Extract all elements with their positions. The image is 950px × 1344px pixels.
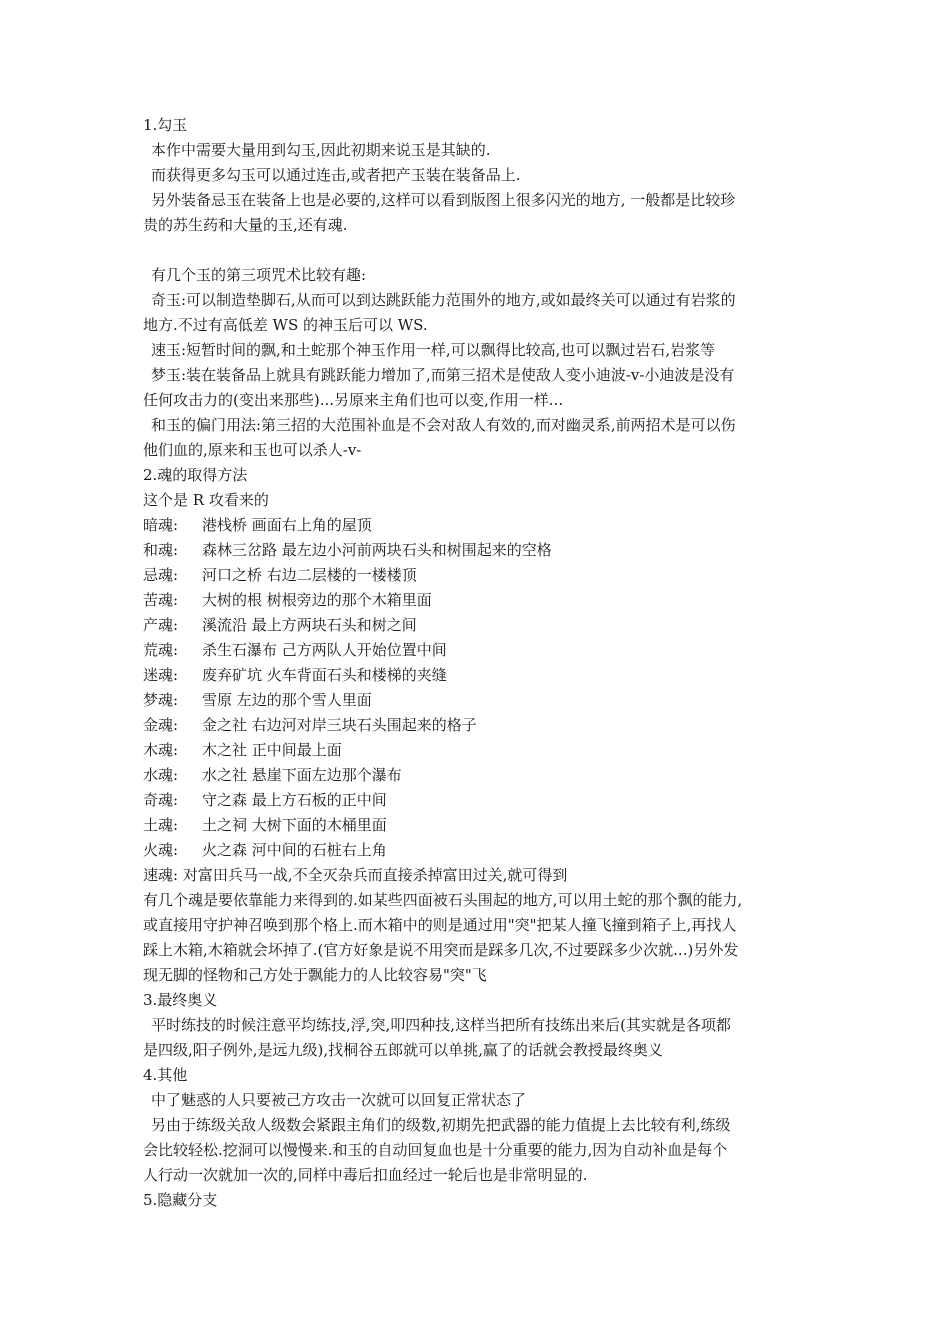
soul-location: 木之社 正中间最上面 (202, 741, 342, 759)
section-title-ultimate: 3.最终奥义 (143, 991, 218, 1009)
soul-item (143, 838, 813, 863)
paragraph: 这个是 R 攻看来的 (143, 491, 269, 509)
paragraph-continuation: 踩上木箱,木箱就会坏掉了.(官方好象是说不用突而是踩多几次,不过要踩多少次就...)另外发 (143, 941, 739, 959)
soul-name: 产魂: (143, 616, 179, 634)
soul-name: 木魂: (143, 741, 179, 759)
soul-location: 废弃矿坑 火车背面石头和楼梯的夹缝 (202, 666, 447, 684)
soul-name: 迷魂: (143, 666, 179, 684)
soul-name: 忌魂: (143, 566, 179, 584)
paragraph: 和玉的偏门用法:第三招的大范围补血是不会对敌人有效的,而对幽灵系,前两招术是可以伤 (151, 416, 736, 434)
blank-line (143, 238, 813, 263)
paragraph: 梦玉:装在装备品上就具有跳跃能力增加了,而第三招术是使敌人变小迪波-v-小迪波是没有 (151, 366, 735, 384)
paragraph: 速玉:短暂时间的飘,和土蛇那个神玉作用一样,可以飘得比较高,也可以飘过岩石,岩浆等 (151, 341, 716, 359)
section-title-hidden-branch: 5.隐藏分支 (143, 1191, 218, 1209)
soul-name: 苦魂: (143, 591, 179, 609)
paragraph: 而获得更多勾玉可以通过连击,或者把产玉装在装备品上. (151, 166, 521, 184)
paragraph-continuation: 会比较轻松.挖洞可以慢慢来.和玉的自动回复血也是十分重要的能力,因为自动补血是每个 (143, 1141, 728, 1159)
soul-item (143, 613, 813, 638)
soul-name: 金魂: (143, 716, 179, 734)
paragraph: 有几个魂是要依靠能力来得到的.如某些四面被石头围起的地方,可以用土蛇的那个飘的能力, (143, 891, 743, 909)
paragraph-continuation: 或直接用守护神召唤到那个格上.而木箱中的则是通过用"突"把某人撞飞撞到箱子上,再找人 (143, 916, 737, 934)
soul-name: 火魂: (143, 841, 179, 859)
soul-location: 雪原 左边的那个雪人里面 (202, 691, 372, 709)
soul-item (143, 563, 813, 588)
soul-name: 水魂: (143, 766, 179, 784)
soul-location: 溪流沿 最上方两块石头和树之间 (202, 616, 417, 634)
soul-item (143, 513, 813, 538)
soul-item (143, 763, 813, 788)
paragraph-continuation: 是四级,阳子例外,是远九级),找桐谷五郎就可以单挑,赢了的话就会教授最终奥义 (143, 1041, 663, 1059)
section-title-gouyu: 1.勾玉 (143, 116, 188, 134)
soul-location: 水之社 悬崖下面左边那个瀑布 (202, 766, 402, 784)
soul-item (143, 638, 813, 663)
soul-item (143, 813, 813, 838)
paragraph: 平时练技的时候注意平均练技,浮,突,叩四种技,这样当把所有技练出来后(其实就是各项都 (151, 1016, 731, 1034)
soul-location: 火之森 河中间的石桩右上角 (202, 841, 387, 859)
soul-location: 杀生石瀑布 己方两队人开始位置中间 (202, 641, 447, 659)
soul-location: 港栈桥 画面右上角的屋顶 (202, 516, 372, 534)
soul-item (143, 713, 813, 738)
soul-location: 金之社 右边河对岸三块石头围起来的格子 (202, 716, 477, 734)
paragraph-continuation: 他们血的,原来和玉也可以杀人-v- (143, 441, 362, 459)
soul-item (143, 588, 813, 613)
paragraph-continuation: 地方.不过有高低差 WS 的神玉后可以 WS. (143, 316, 428, 334)
soul-item (143, 688, 813, 713)
section-title-other: 4.其他 (143, 1066, 188, 1084)
soul-location: 大树的根 树根旁边的那个木箱里面 (202, 591, 432, 609)
soul-location: 土之祠 大树下面的木桶里面 (202, 816, 387, 834)
soul-item (143, 788, 813, 813)
paragraph-continuation: 任何攻击力的(变出来那些)...另原来主角们也可以变,作用一样... (143, 391, 564, 409)
soul-item (143, 738, 813, 763)
soul-name: 荒魂: (143, 641, 179, 659)
soul-location: 森林三岔路 最左边小河前两块石头和树围起来的空格 (202, 541, 552, 559)
paragraph: 速魂: 对富田兵马一战,不全灭杂兵而直接杀掉富田过关,就可得到 (143, 866, 568, 884)
paragraph: 奇玉:可以制造垫脚石,从而可以到达跳跃能力范围外的地方,或如最终关可以通过有岩浆的 (151, 291, 736, 309)
soul-list (143, 513, 813, 863)
paragraph-continuation: 人行动一次就加一次的,同样中毒后扣血经过一轮后也是非常明显的. (143, 1166, 588, 1184)
soul-item (143, 663, 813, 688)
soul-location: 河口之桥 右边二层楼的一楼楼顶 (202, 566, 417, 584)
soul-name: 和魂: (143, 541, 179, 559)
document-page (143, 113, 813, 1213)
soul-item (143, 538, 813, 563)
soul-location: 守之森 最上方石板的正中间 (202, 791, 387, 809)
soul-name: 土魂: (143, 816, 179, 834)
paragraph: 另外装备忌玉在装备上也是必要的,这样可以看到版图上很多闪光的地方, 一般都是比较珍 (151, 191, 736, 209)
paragraph: 本作中需要大量用到勾玉,因此初期来说玉是其缺的. (151, 141, 491, 159)
paragraph-continuation: 现无脚的怪物和己方处于飘能力的人比较容易"突"飞 (143, 966, 487, 984)
soul-name: 暗魂: (143, 516, 179, 534)
paragraph-continuation: 贵的苏生药和大量的玉,还有魂. (143, 216, 348, 234)
soul-name: 梦魂: (143, 691, 179, 709)
paragraph: 有几个玉的第三项咒术比较有趣: (151, 266, 367, 284)
paragraph: 另由于练级关敌人级数会紧跟主角们的级数,初期先把武器的能力值提上去比较有利,练级 (151, 1116, 731, 1134)
soul-name: 奇魂: (143, 791, 179, 809)
paragraph: 中了魅惑的人只要被己方攻击一次就可以回复正常状态了 (151, 1091, 527, 1109)
section-title-souls: 2.魂的取得方法 (143, 466, 248, 484)
